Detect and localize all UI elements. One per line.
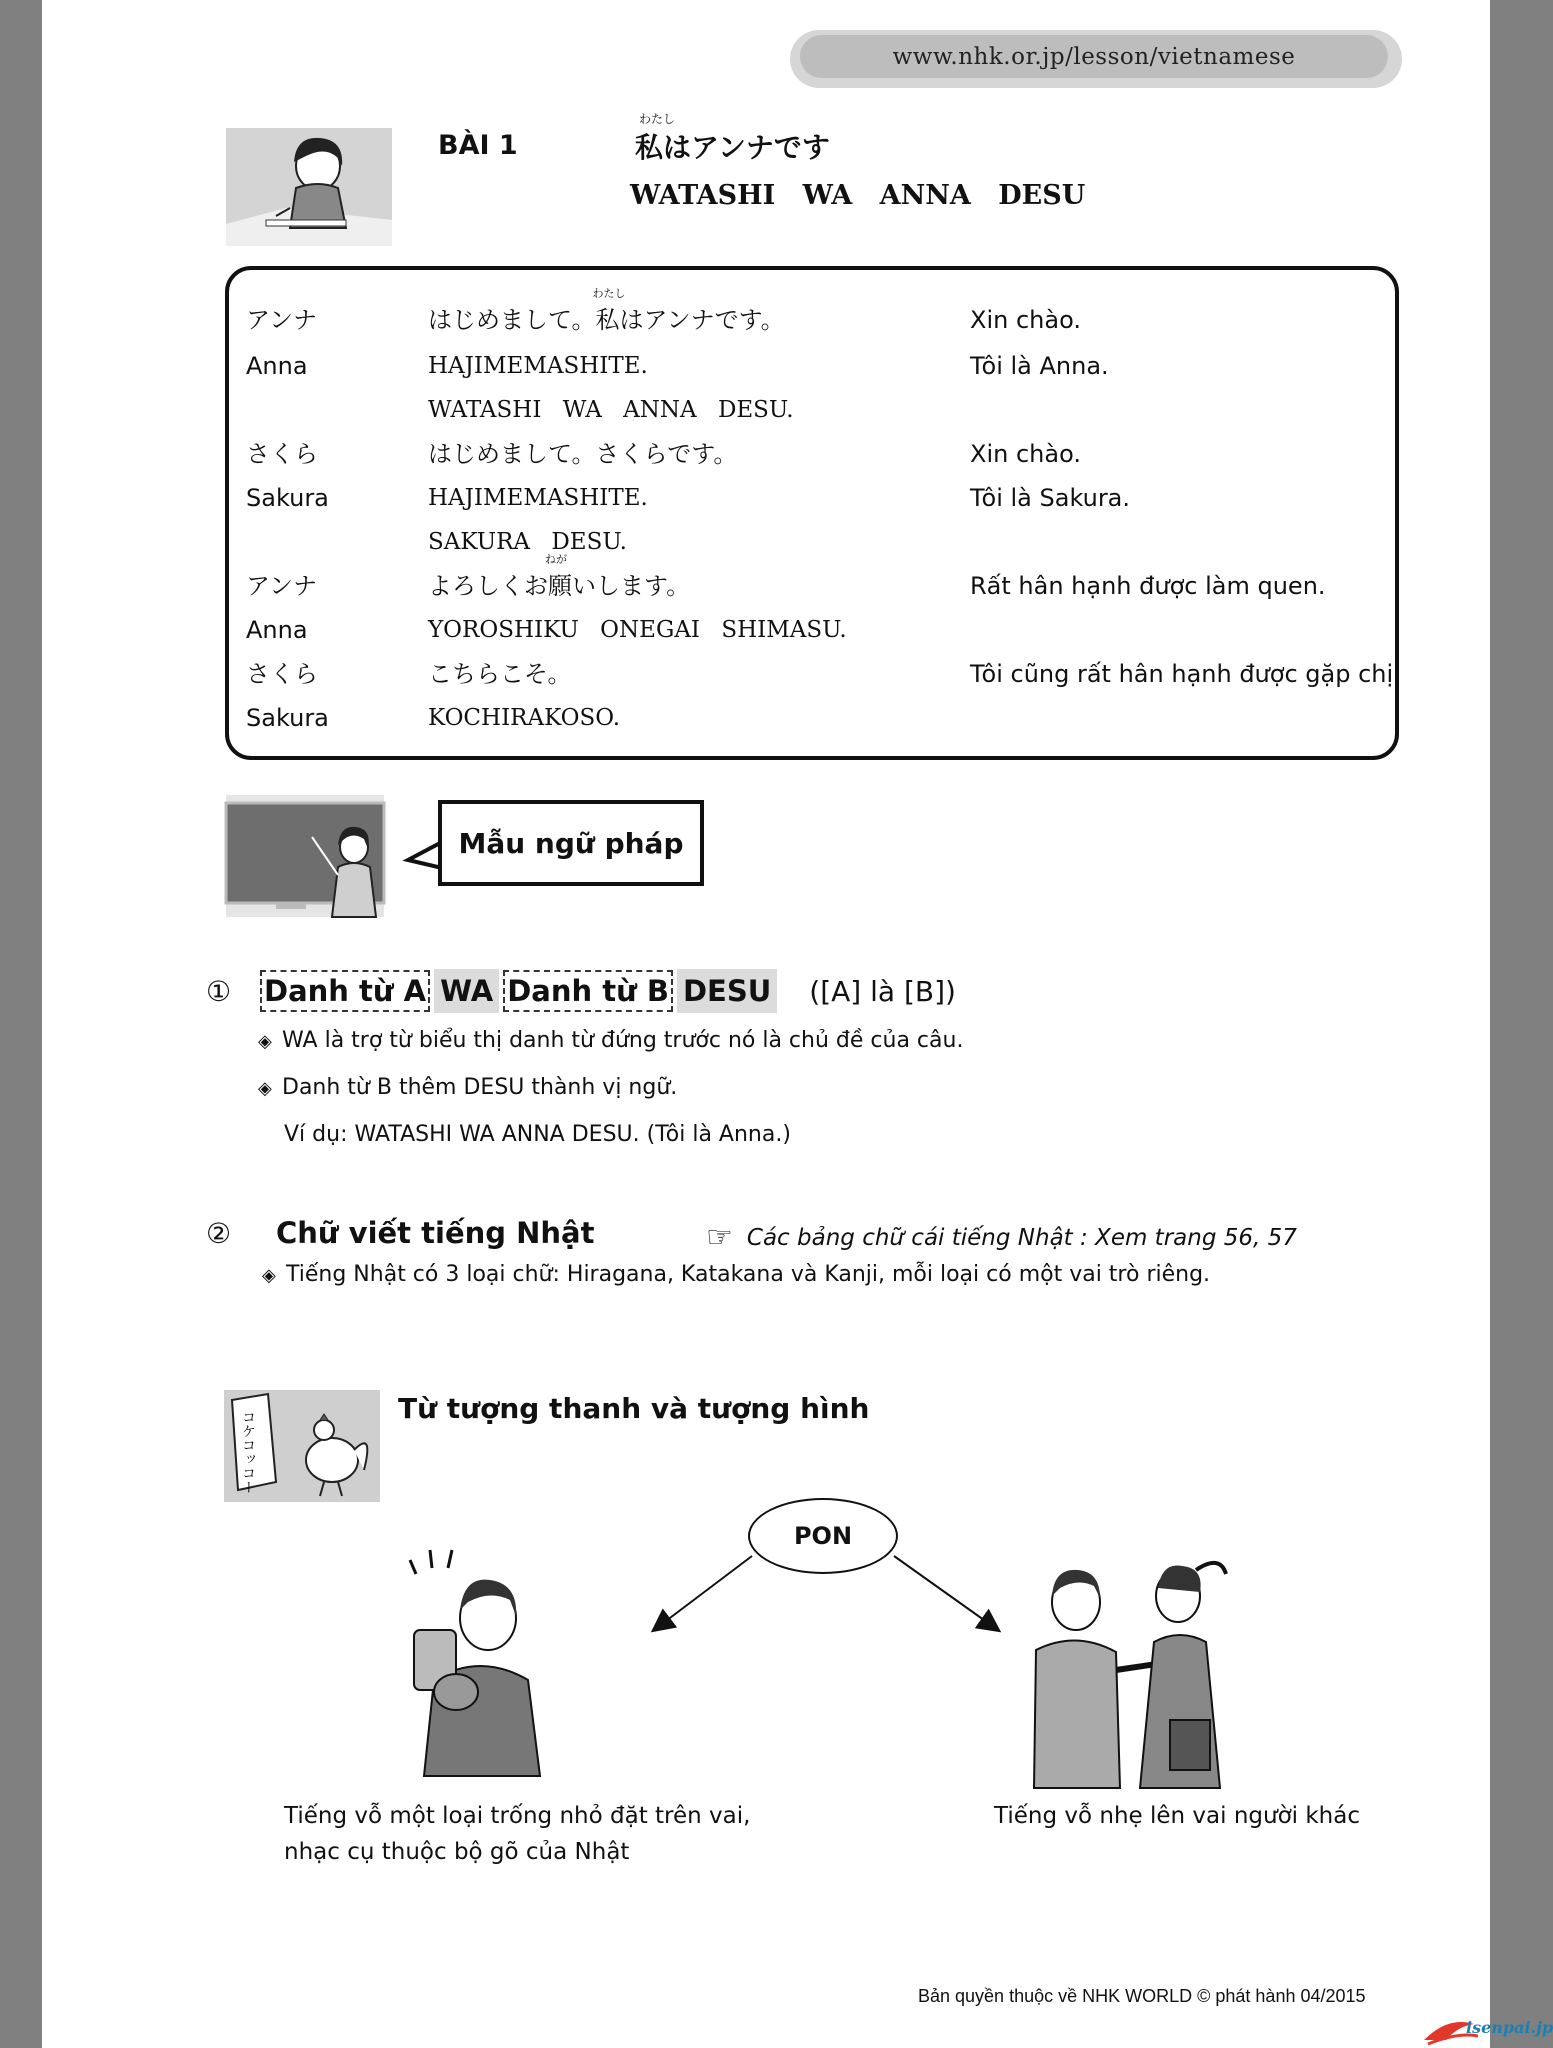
pon-word: PON xyxy=(748,1498,898,1574)
lesson-title-ruby: わたし xyxy=(639,112,676,126)
dialog-line xyxy=(428,394,794,426)
dialog-line-text: YOROSHIKU ONEGAI SHIMASU. xyxy=(428,617,847,643)
dialog-line-text: WATASHI WA ANNA DESU. xyxy=(428,397,794,423)
dialog-speaker: Sakura xyxy=(246,704,329,732)
dialog-line xyxy=(428,702,620,734)
dialog-line xyxy=(428,482,648,514)
caption-left-line-1: Tiếng vỗ một loại trống nhỏ đặt trên vai, xyxy=(284,1803,751,1829)
grammar-bubble: Mẫu ngữ pháp xyxy=(438,800,704,886)
dialog-speaker: さくら xyxy=(246,440,318,468)
copyright-footer: Bản quyền thuộc về NHK WORLD © phát hành 04/2015 xyxy=(918,1986,1366,2006)
onomatopoeia-title: Từ tượng thanh và tượng hình xyxy=(398,1392,870,1425)
section-2-title: Chữ viết tiếng Nhật xyxy=(276,1216,595,1250)
dialog-translation: Rất hân hạnh được làm quen. xyxy=(970,572,1326,600)
shoulder-tap-illustration xyxy=(1020,1540,1250,1790)
caption-left xyxy=(284,1798,750,1870)
dialog-kanji xyxy=(545,553,572,602)
dialog-speaker: アンナ xyxy=(246,572,318,600)
dialog-line-text: KOCHIRAKOSO. xyxy=(428,705,621,731)
desu-tag: DESU xyxy=(677,969,777,1013)
see-reference-text: Các bảng chữ cái tiếng Nhật : Xem trang 56, 57 xyxy=(746,1224,1297,1251)
dialog-translation: Xin chào. xyxy=(970,306,1081,334)
pon-arrows xyxy=(640,1550,1020,1640)
url-text: www.nhk.or.jp/lesson/vietnamese xyxy=(800,35,1388,78)
grammar-pattern-1 xyxy=(206,968,956,1014)
dialog-speaker: Anna xyxy=(246,616,308,644)
grammar-bullet-1-text: WA là trợ từ biểu thị danh từ đứng trước nó là chủ đề của câu. xyxy=(282,1028,964,1053)
dialog-speaker: アンナ xyxy=(246,306,318,334)
dialog-ruby: わたし xyxy=(592,287,626,300)
dialog-line-text: SAKURA DESU. xyxy=(428,529,627,555)
student-illustration xyxy=(226,128,392,246)
dialog-line xyxy=(428,526,627,558)
dialog-line xyxy=(428,287,785,336)
dialog-speaker: Anna xyxy=(246,352,308,380)
grammar-bullet-1 xyxy=(258,1028,963,1053)
arrow-left xyxy=(654,1556,752,1630)
writing-bullet xyxy=(262,1262,1210,1287)
dialog-line-text: はじめまして。 xyxy=(428,306,596,334)
diamond-bullet-icon: ◈ xyxy=(262,1265,276,1286)
dialog-translation: Xin chào. xyxy=(970,440,1081,468)
lesson-number: BÀI 1 xyxy=(438,130,518,161)
lesson-title-kana: はアンナです xyxy=(663,131,830,164)
dialog-translation: Tôi là Sakura. xyxy=(970,484,1131,512)
grammar-bullet-2-text: Danh từ B thêm DESU thành vị ngữ. xyxy=(282,1075,678,1100)
lesson-title-jp xyxy=(635,112,830,166)
dialog-line-text-after: いします。 xyxy=(572,572,691,600)
arrow-right xyxy=(894,1556,998,1630)
dialog-line-text: こちらこそ。 xyxy=(428,660,572,688)
item-number-1: ① xyxy=(206,974,232,1008)
dialog-speaker: さくら xyxy=(246,660,318,688)
dialog-translation: Tôi cũng rất hân hạnh được gặp chị. xyxy=(970,660,1401,688)
url-banner xyxy=(790,30,1402,88)
isenpai-logo-text: isenpai.jp xyxy=(1466,2018,1553,2037)
dialog-line-text: HAJIMEMASHITE. xyxy=(428,353,648,379)
writing-bullet-text: Tiếng Nhật có 3 loại chữ: Hiragana, Katakana và Kanji, mỗi loại có một vai trò riêng. xyxy=(286,1262,1211,1287)
diamond-bullet-icon: ◈ xyxy=(258,1078,272,1099)
grammar-section-2 xyxy=(206,1216,594,1250)
dialog-line-text: よろしくお xyxy=(428,572,548,600)
noun-a-tag: Danh từ A xyxy=(260,970,430,1012)
dialog-kanji-text: 願 xyxy=(548,572,572,600)
dialog-speaker: Sakura xyxy=(246,484,329,512)
dialog-ruby: ねが xyxy=(545,553,567,566)
wa-tag: WA xyxy=(434,969,499,1013)
drum-player-illustration xyxy=(380,1540,560,1780)
grammar-example: Ví dụ: WATASHI WA ANNA DESU. (Tôi là Anna.) xyxy=(284,1122,791,1147)
lesson-title-kanji: 私 xyxy=(635,131,664,164)
caption-right: Tiếng vỗ nhẹ lên vai người khác xyxy=(994,1803,1360,1829)
rooster-text: コケコッコー xyxy=(240,1410,256,1494)
dialog-line-text-after: はアンナです。 xyxy=(619,306,785,334)
lesson-title-romaji: WATASHI WA ANNA DESU xyxy=(630,180,1086,211)
dialog-line xyxy=(428,350,648,382)
dialog-line-text: HAJIMEMASHITE. xyxy=(428,485,648,511)
dialog-line-text: はじめまして。さくらです。 xyxy=(428,440,738,468)
dialog-line xyxy=(428,553,691,602)
pattern-meaning: ([A] là [B]) xyxy=(809,974,956,1008)
dialog-kanji-text: 私 xyxy=(595,306,620,334)
rooster-illustration xyxy=(224,1390,380,1502)
diamond-bullet-icon: ◈ xyxy=(258,1031,272,1052)
grammar-bullet-2 xyxy=(258,1075,677,1100)
item-number-2: ② xyxy=(206,1216,232,1250)
teacher-illustration xyxy=(226,795,384,917)
dialog-line xyxy=(428,614,847,646)
caption-left-line-2: nhạc cụ thuộc bộ gõ của Nhật xyxy=(284,1839,630,1865)
bubble-tail xyxy=(408,840,442,870)
noun-b-tag: Danh từ B xyxy=(503,970,673,1012)
dialog-line xyxy=(428,658,572,690)
dialog-line xyxy=(428,438,737,470)
dialog-kanji xyxy=(592,287,626,336)
dialog-translation: Tôi là Anna. xyxy=(970,352,1109,380)
see-reference xyxy=(706,1220,1297,1255)
pointing-hand-icon: ☞ xyxy=(706,1220,733,1255)
